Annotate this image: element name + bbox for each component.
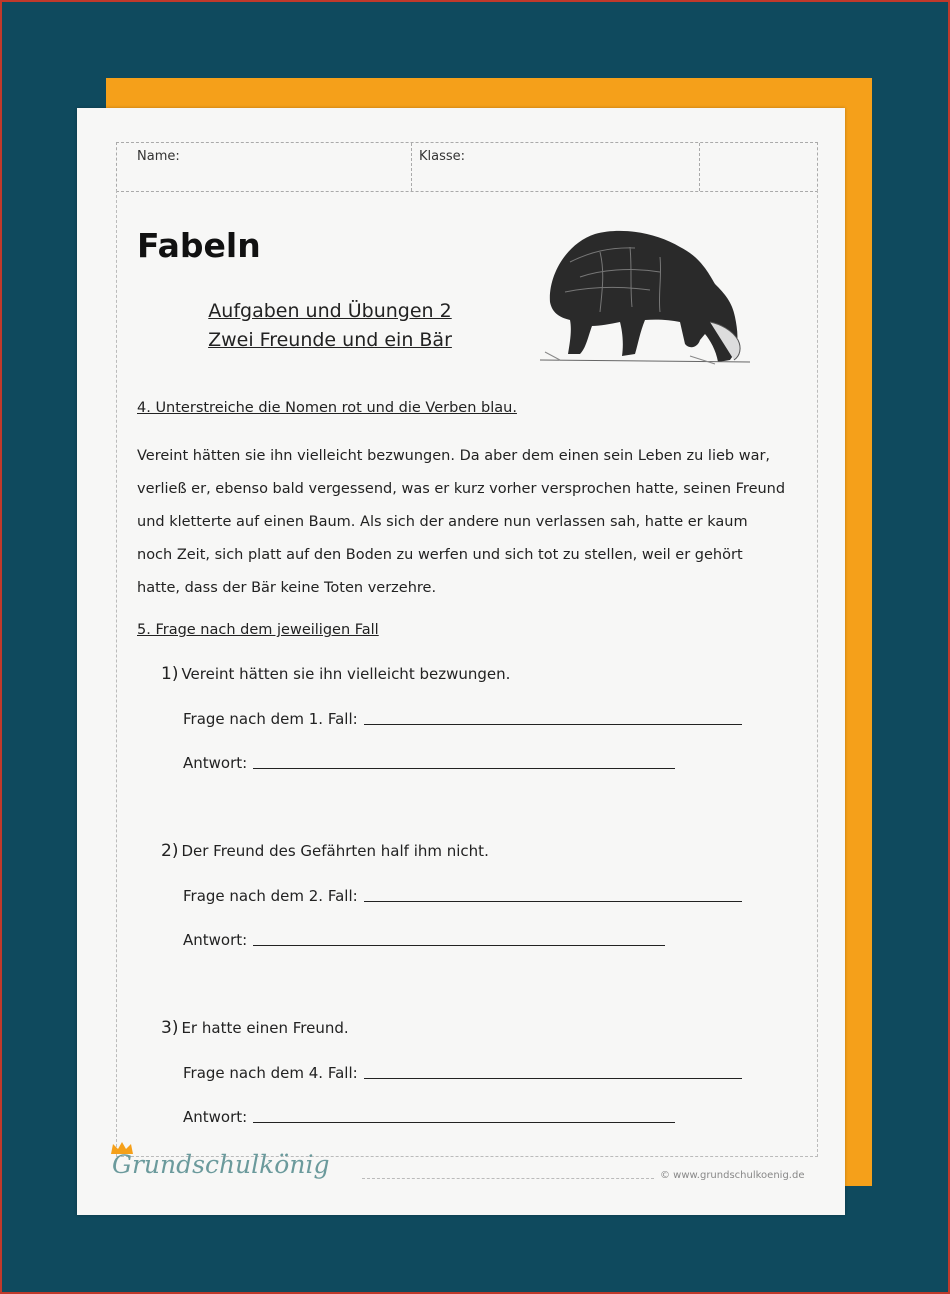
class-label: Klasse: [419,149,466,164]
brand-logo: Grundschulkönig [112,1150,330,1179]
exercise-1-answer [183,754,675,772]
question-2-line[interactable] [364,900,742,902]
task-4-text: Vereint hätten sie ihn vielleicht bezwungen. Da aber dem einen sein Leben zu lieb war, verließ er, ebenso bald vergessend, was er kurz vorher versprochen hatte, seinen Freund und kletterte auf einen Baum. Als sich der andere nun verlassen sah, hatte er kaum noch Zeit, sich platt auf den Boden zu werfen und sich tot zu stellen, weil er gehört hatte, dass der Bär keine Toten verzehre. [137,448,786,596]
answer-3-line[interactable] [253,1121,675,1123]
footer-divider [362,1178,654,1179]
question-1-line[interactable] [364,723,742,725]
exercise-2-text: Der Freund des Gefährten half ihm nicht. [181,842,489,860]
exercise-1-question [183,710,742,728]
answer-2-line[interactable] [253,944,665,946]
subtitle-line-1: Aufgaben und Übungen 2 [208,300,452,322]
exercise-3-number: 3) [161,1018,179,1038]
exercise-2-question [183,887,742,905]
question-1-label: Frage nach dem 1. Fall: [183,710,358,728]
bear-illustration [540,222,750,368]
answer-3-label: Antwort: [183,1108,248,1126]
name-class-box [116,142,818,192]
task-5-heading: 5. Frage nach dem jeweiligen Fall [137,622,379,638]
question-2-label: Frage nach dem 2. Fall: [183,887,358,905]
answer-1-label: Antwort: [183,754,248,772]
copyright-text: © www.grundschulkoenig.de [660,1170,805,1181]
name-divider [411,143,412,191]
exercise-3-question [183,1064,742,1082]
exercise-1-number: 1) [161,664,179,684]
question-3-label: Frage nach dem 4. Fall: [183,1064,358,1082]
page-title: Fabeln [137,226,261,265]
subtitle-line-2: Zwei Freunde und ein Bär [208,329,452,351]
exercise-1-sentence [161,664,510,684]
exercise-3-sentence [161,1018,349,1038]
name-label: Name: [137,149,180,164]
exercise-3-answer [183,1108,675,1126]
exercise-2-number: 2) [161,841,179,861]
exercise-2-sentence [161,841,489,861]
exercise-3-text: Er hatte einen Freund. [181,1019,349,1037]
class-divider [699,143,700,191]
exercise-2-answer [183,931,665,949]
question-3-line[interactable] [364,1077,742,1079]
answer-2-label: Antwort: [183,931,248,949]
task-4-heading: 4. Unterstreiche die Nomen rot und die Verben blau. [137,400,517,416]
answer-1-line[interactable] [253,767,675,769]
exercise-1-text: Vereint hätten sie ihn vielleicht bezwungen. [181,665,511,683]
